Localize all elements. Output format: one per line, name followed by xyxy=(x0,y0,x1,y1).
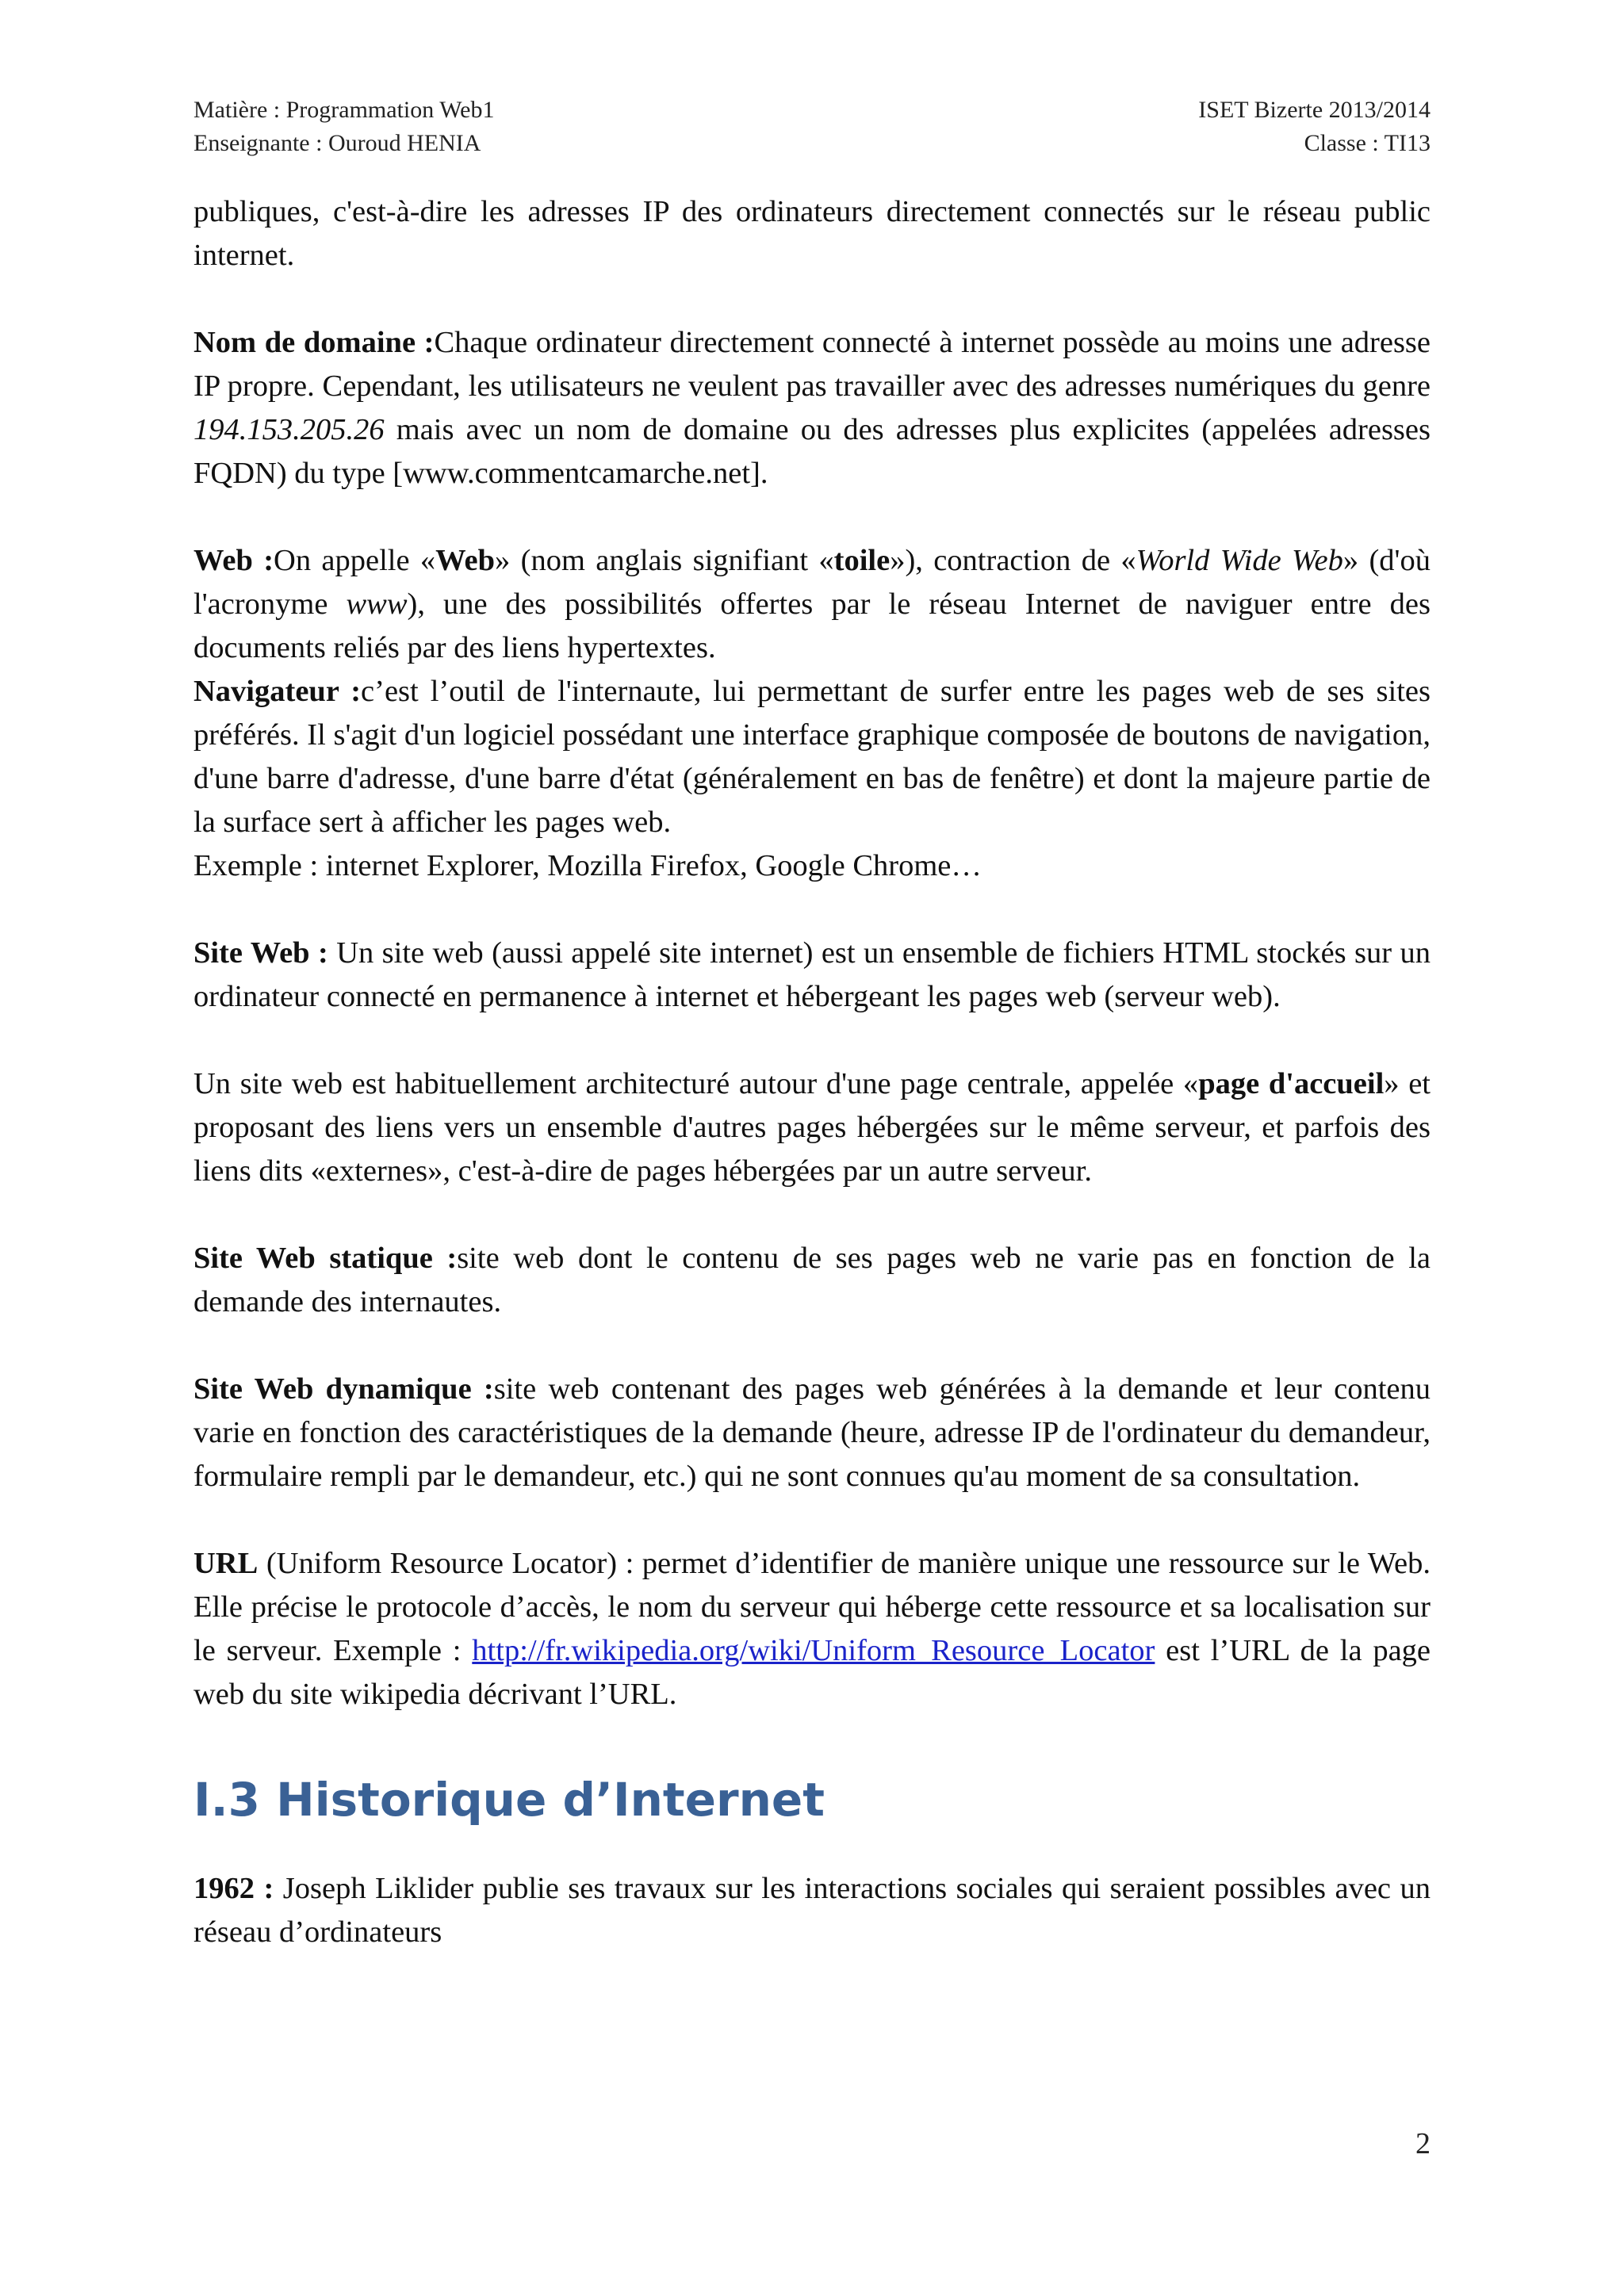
spacer xyxy=(193,1827,1431,1867)
text: Chaque ordinateur directement connecté à internet possède au moins une adresse IP propre. Cependant, les utilisateurs ne veulent pas travailler avec des adresses numériques du genre xyxy=(193,326,1431,403)
ip-example: 194.153.205.26 xyxy=(193,413,385,446)
spacer xyxy=(193,1324,1431,1368)
page-number: 2 xyxy=(1415,2127,1431,2160)
text: est l’URL de la page web du site wikipedia décrivant l’URL. xyxy=(193,1634,1431,1711)
text: » (nom anglais signifiant « xyxy=(495,544,834,577)
paragraph-site-statique xyxy=(193,1237,1431,1324)
text: (Uniform Resource Locator) : permet d’identifier de manière unique une ressource sur le Web. Elle précise le protocole d’accès, le nom du serveur qui héberge cette ressource et sa localisation sur le serveur. Exemple : xyxy=(193,1547,1431,1667)
spacer xyxy=(193,1716,1431,1772)
text: » et proposant des liens vers un ensemble d'autres pages hébergées sur le même serveur, et parfois des liens dits «externes», c'est-à-dire de pages hébergées par un autre serveur. xyxy=(193,1067,1431,1188)
wikipedia-url-link[interactable]: http://fr.wikipedia.org/wiki/Uniform_Resource_Locator xyxy=(472,1634,1155,1667)
spacer xyxy=(193,1019,1431,1062)
paragraph-site-web-home xyxy=(193,1062,1431,1193)
paragraph-domain-name xyxy=(193,321,1431,496)
spacer xyxy=(193,888,1431,932)
term-navigateur: Navigateur : xyxy=(193,675,362,708)
header-school-year: ISET Bizerte 2013/2014 xyxy=(1198,97,1431,123)
text: mais avec un nom de domaine ou des adresses plus explicites (appelées adresses FQDN) du type [www.commentcamarche.net]. xyxy=(193,413,1431,490)
page-header xyxy=(193,94,1431,160)
paragraph-web xyxy=(193,539,1431,670)
header-row-2 xyxy=(193,127,1431,160)
paragraph-ip-continuation: publiques, c'est-à-dire les adresses IP des ordinateurs directement connectés sur le réseau public internet. xyxy=(193,195,1431,272)
spacer xyxy=(193,277,1431,321)
text: Un site web (aussi appelé site internet) est un ensemble de fichiers HTML stockés sur un ordinateur connecté en permanence à internet et hébergeant les pages web (serveur web). xyxy=(193,936,1431,1013)
bold-page-accueil: page d'accueil xyxy=(1198,1067,1385,1100)
bold-toile: toile xyxy=(833,544,891,577)
term-site-web: Site Web : xyxy=(193,936,328,970)
term-domain-name: Nom de domaine : xyxy=(193,326,435,359)
spacer xyxy=(193,1498,1431,1542)
text: »), contraction de « xyxy=(890,544,1136,577)
page-body xyxy=(193,190,1431,1954)
term-web: Web : xyxy=(193,544,274,577)
paragraph-site-web xyxy=(193,932,1431,1019)
year-1962: 1962 : xyxy=(193,1872,274,1905)
bold-web: Web xyxy=(435,544,496,577)
spacer xyxy=(193,496,1431,539)
spacer xyxy=(193,1193,1431,1237)
term-site-dynamique: Site Web dynamique : xyxy=(193,1372,494,1406)
paragraph-navigateur-example: Exemple : internet Explorer, Mozilla Firefox, Google Chrome… xyxy=(193,849,982,882)
text: Un site web est habituellement architecturé autour d'une page centrale, appelée « xyxy=(193,1067,1199,1100)
text: On appelle « xyxy=(274,544,436,577)
text: site web contenant des pages web générées à la demande et leur contenu varie en fonction des caractéristiques de la demande (heure, adresse IP de l'ordinateur du demandeur, formulaire rempli par le demandeur, etc.) qui ne sont connues qu'au moment de sa consultation. xyxy=(193,1372,1431,1493)
text: c’est l’outil de l'internaute, lui permettant de surfer entre les pages web de ses sites préférés. Il s'agit d'un logiciel possédant une interface graphique composée de boutons de navigation, d'une barre d'adresse, d'une barre d'état (généralement en bas de fenêtre) et dont la majeure partie de la surface sert à afficher les pages web. xyxy=(193,675,1431,839)
header-course: Matière : Programmation Web1 xyxy=(193,97,495,123)
italic-www: www xyxy=(346,587,408,621)
header-class: Classe : TI13 xyxy=(1304,130,1431,156)
paragraph-site-dynamique xyxy=(193,1368,1431,1498)
header-teacher: Enseignante : Ouroud HENIA xyxy=(193,130,481,156)
header-row-1 xyxy=(193,94,1431,127)
section-title: I.3 Historique d’Internet xyxy=(193,1773,825,1827)
italic-world-wide-web: World Wide Web xyxy=(1136,544,1343,577)
text: ), une des possibilités offertes par le réseau Internet de naviguer entre des documents reliés par des liens hypertextes. xyxy=(193,587,1431,664)
paragraph-1962 xyxy=(193,1867,1431,1954)
paragraph-navigateur xyxy=(193,670,1431,844)
term-url: URL xyxy=(193,1547,259,1580)
paragraph-url xyxy=(193,1542,1431,1716)
term-site-statique: Site Web statique : xyxy=(193,1242,458,1275)
text: Joseph Liklider publie ses travaux sur les interactions sociales qui seraient possibles avec un réseau d’ordinateurs xyxy=(193,1872,1431,1949)
text: » (d'où l'acronyme xyxy=(193,544,1431,621)
text: site web dont le contenu de ses pages web ne varie pas en fonction de la demande des internautes. xyxy=(193,1242,1431,1318)
